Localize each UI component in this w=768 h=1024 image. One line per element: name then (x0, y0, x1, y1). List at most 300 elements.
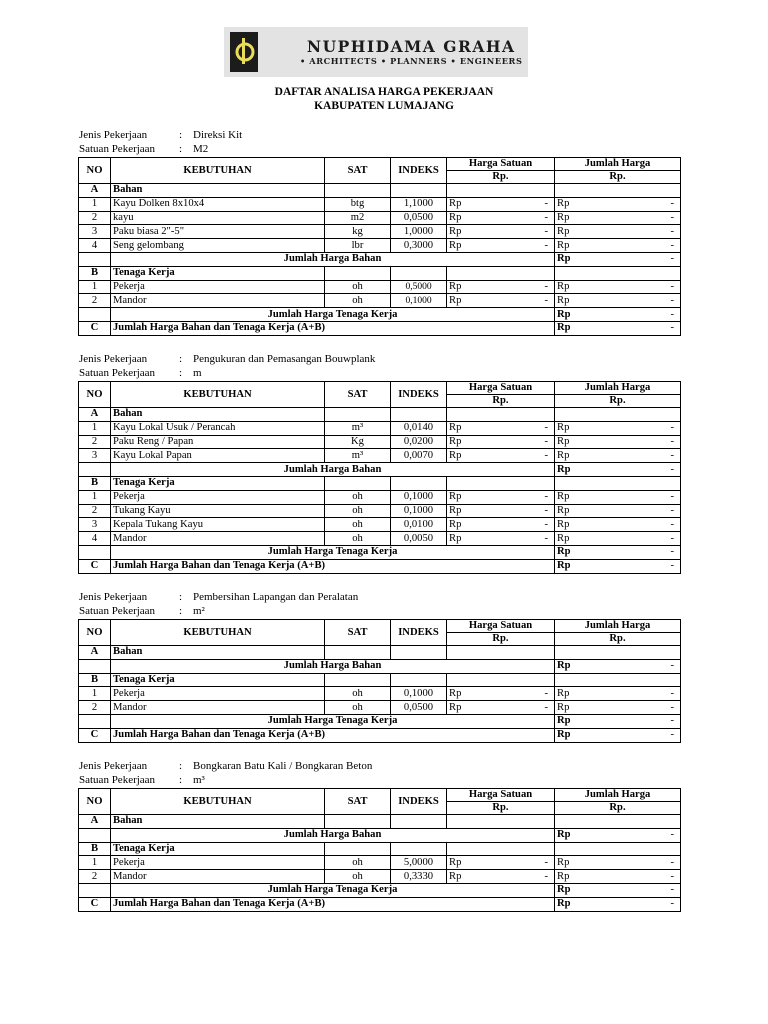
row-item: Pekerja (111, 856, 325, 870)
row-indeks: 0,1000 (391, 490, 447, 504)
header-kebutuhan: KEBUTUHAN (111, 620, 325, 646)
harga-satuan-dash: - (501, 518, 555, 532)
document-subtitle: KABUPATEN LUMAJANG (314, 100, 454, 112)
group-letter: B (79, 842, 111, 856)
row-item: Tukang Kayu (111, 504, 325, 518)
header-rp-jumlah: Rp. (555, 395, 681, 408)
group-row-tenaga (79, 476, 681, 490)
table-row (79, 687, 681, 701)
row-no: 4 (79, 239, 111, 253)
row-indeks: 0,0050 (391, 532, 447, 546)
subtotal-bahan-label: Jumlah Harga Bahan (111, 659, 555, 673)
group-title: Tenaga Kerja (111, 842, 325, 856)
jumlah-harga-dash: - (609, 687, 681, 701)
table-row (79, 532, 681, 546)
jumlah-harga-rp: Rp (555, 421, 609, 435)
header-rp-jumlah: Rp. (555, 802, 681, 815)
section-info (79, 759, 372, 787)
jumlah-harga-rp: Rp (555, 435, 609, 449)
header-indeks: INDEKS (391, 158, 447, 184)
subtotal-tenaga-row (79, 545, 681, 559)
table-row (79, 421, 681, 435)
harga-satuan-rp: Rp (447, 687, 501, 701)
section-info (79, 590, 358, 618)
row-item: Seng gelombang (111, 239, 325, 253)
row-no: 3 (79, 518, 111, 532)
table-row (79, 856, 681, 870)
harga-satuan-rp: Rp (447, 197, 501, 211)
subtotal-dash: - (609, 308, 681, 322)
harga-satuan-rp: Rp (447, 211, 501, 225)
subtotal-rp: Rp (555, 828, 609, 842)
subtotal-rp: Rp (555, 308, 609, 322)
group-letter: B (79, 673, 111, 687)
row-item: Mandor (111, 532, 325, 546)
harga-satuan-rp: Rp (447, 518, 501, 532)
row-item: Mandor (111, 701, 325, 715)
header-harga-satuan: Harga Satuan (447, 620, 555, 633)
subtotal-rp: Rp (555, 659, 609, 673)
jumlah-harga-rp: Rp (555, 870, 609, 884)
header-jumlah-harga: Jumlah Harga (555, 382, 681, 395)
group-letter: A (79, 646, 111, 660)
harga-satuan-dash: - (501, 211, 555, 225)
subtotal-rp: Rp (555, 463, 609, 477)
row-sat: btg (325, 197, 391, 211)
header-kebutuhan: KEBUTUHAN (111, 789, 325, 815)
header-rp-jumlah: Rp. (555, 171, 681, 184)
jumlah-harga-dash: - (609, 490, 681, 504)
table-row (79, 870, 681, 884)
total-letter: C (79, 897, 111, 911)
row-sat: Kg (325, 435, 391, 449)
subtotal-dash: - (609, 828, 681, 842)
row-indeks: 5,0000 (391, 856, 447, 870)
jenis-value: Bongkaran Batu Kali / Bongkaran Beton (193, 760, 373, 772)
row-sat: oh (325, 701, 391, 715)
row-indeks: 0,1000 (391, 687, 447, 701)
header-harga-satuan: Harga Satuan (447, 789, 555, 802)
row-item: Kayu Dolken 8x10x4 (111, 197, 325, 211)
jumlah-harga-rp: Rp (555, 211, 609, 225)
row-indeks: 0,0500 (391, 211, 447, 225)
row-sat: oh (325, 518, 391, 532)
header-kebutuhan: KEBUTUHAN (111, 158, 325, 184)
analysis-table (78, 381, 681, 574)
row-item: Pekerja (111, 490, 325, 504)
row-item: Kayu Lokal Usuk / Perancah (111, 421, 325, 435)
harga-satuan-dash: - (501, 870, 555, 884)
row-indeks: 0,0200 (391, 435, 447, 449)
row-no: 1 (79, 421, 111, 435)
subtotal-bahan-row (79, 463, 681, 477)
harga-satuan-rp: Rp (447, 870, 501, 884)
row-item: Kepala Tukang Kayu (111, 518, 325, 532)
group-row-bahan (79, 646, 681, 660)
subtotal-dash: - (609, 659, 681, 673)
total-dash: - (609, 728, 681, 742)
subtotal-bahan-row (79, 659, 681, 673)
subtotal-tenaga-label: Jumlah Harga Tenaga Kerja (111, 714, 555, 728)
row-sat: oh (325, 687, 391, 701)
satuan-label: Satuan Pekerjaan (79, 143, 156, 155)
table-row (79, 504, 681, 518)
satuan-label: Satuan Pekerjaan (79, 774, 156, 786)
header-jumlah-harga: Jumlah Harga (555, 620, 681, 633)
total-label: Jumlah Harga Bahan dan Tenaga Kerja (A+B) (111, 728, 555, 742)
jumlah-harga-rp: Rp (555, 449, 609, 463)
group-title: Bahan (111, 815, 325, 829)
harga-satuan-rp: Rp (447, 294, 501, 308)
total-row (79, 728, 681, 742)
table-row (79, 435, 681, 449)
harga-satuan-dash: - (501, 504, 555, 518)
document-title: DAFTAR ANALISA HARGA PEKERJAAN (274, 86, 494, 98)
colon: : (179, 591, 183, 603)
jumlah-harga-rp: Rp (555, 856, 609, 870)
jumlah-harga-dash: - (609, 701, 681, 715)
jenis-label: Jenis Pekerjaan (79, 760, 148, 772)
row-no: 2 (79, 211, 111, 225)
row-no: 3 (79, 449, 111, 463)
row-indeks: 0,3000 (391, 239, 447, 253)
jumlah-harga-dash: - (609, 449, 681, 463)
row-item: Paku biasa 2"-5" (111, 225, 325, 239)
row-no: 2 (79, 701, 111, 715)
group-row-bahan (79, 408, 681, 422)
company-logo-icon (230, 32, 258, 72)
jumlah-harga-dash: - (609, 532, 681, 546)
group-row-bahan (79, 184, 681, 198)
row-sat: oh (325, 870, 391, 884)
header-rp-satuan: Rp. (447, 171, 555, 184)
row-sat: kg (325, 225, 391, 239)
group-letter: A (79, 408, 111, 422)
table-row (79, 197, 681, 211)
row-no: 2 (79, 504, 111, 518)
row-item: Pekerja (111, 687, 325, 701)
group-row-tenaga (79, 266, 681, 280)
table-row (79, 449, 681, 463)
jumlah-harga-rp: Rp (555, 197, 609, 211)
row-sat: m2 (325, 211, 391, 225)
row-sat: m³ (325, 421, 391, 435)
subtotal-rp: Rp (555, 545, 609, 559)
jumlah-harga-rp: Rp (555, 225, 609, 239)
group-letter: B (79, 476, 111, 490)
table-row (79, 211, 681, 225)
group-title: Tenaga Kerja (111, 266, 325, 280)
analysis-table (78, 788, 681, 912)
jumlah-harga-dash: - (609, 856, 681, 870)
total-rp: Rp (555, 897, 609, 911)
jumlah-harga-dash: - (609, 518, 681, 532)
total-rp: Rp (555, 728, 609, 742)
header-kebutuhan: KEBUTUHAN (111, 382, 325, 408)
group-title: Tenaga Kerja (111, 673, 325, 687)
subtotal-bahan-label: Jumlah Harga Bahan (111, 252, 555, 266)
group-row-tenaga (79, 842, 681, 856)
logo-company-name: NUPHIDAMA GRAHA (306, 37, 516, 56)
jumlah-harga-dash: - (609, 280, 681, 294)
satuan-value: M2 (193, 143, 209, 155)
jumlah-harga-rp: Rp (555, 518, 609, 532)
total-letter: C (79, 728, 111, 742)
harga-satuan-dash: - (501, 294, 555, 308)
jumlah-harga-dash: - (609, 225, 681, 239)
row-item: Kayu Lokal Papan (111, 449, 325, 463)
harga-satuan-dash: - (501, 532, 555, 546)
satuan-label: Satuan Pekerjaan (79, 605, 156, 617)
subtotal-tenaga-label: Jumlah Harga Tenaga Kerja (111, 308, 555, 322)
group-title: Tenaga Kerja (111, 476, 325, 490)
colon: : (179, 605, 183, 617)
row-indeks: 0,0070 (391, 449, 447, 463)
subtotal-tenaga-label: Jumlah Harga Tenaga Kerja (111, 545, 555, 559)
row-indeks: 0,1000 (391, 294, 447, 308)
section-info (79, 352, 375, 380)
header-no: NO (79, 382, 111, 408)
group-title: Bahan (111, 184, 325, 198)
table-row (79, 701, 681, 715)
group-letter: B (79, 266, 111, 280)
subtotal-bahan-label: Jumlah Harga Bahan (111, 463, 555, 477)
harga-satuan-rp: Rp (447, 490, 501, 504)
harga-satuan-dash: - (501, 449, 555, 463)
total-row (79, 321, 681, 335)
total-label: Jumlah Harga Bahan dan Tenaga Kerja (A+B) (111, 559, 555, 573)
header-rp-satuan: Rp. (447, 395, 555, 408)
row-item: Mandor (111, 870, 325, 884)
table-header (79, 789, 681, 802)
jumlah-harga-dash: - (609, 435, 681, 449)
row-sat: oh (325, 294, 391, 308)
row-item: Pekerja (111, 280, 325, 294)
header-sat: SAT (325, 382, 391, 408)
jumlah-harga-dash: - (609, 294, 681, 308)
row-no: 4 (79, 532, 111, 546)
harga-satuan-dash: - (501, 856, 555, 870)
table-row (79, 225, 681, 239)
jumlah-harga-rp: Rp (555, 687, 609, 701)
row-indeks: 0,0140 (391, 421, 447, 435)
total-dash: - (609, 559, 681, 573)
jumlah-harga-dash: - (609, 870, 681, 884)
jumlah-harga-dash: - (609, 504, 681, 518)
row-sat: oh (325, 504, 391, 518)
subtotal-rp: Rp (555, 883, 609, 897)
header-indeks: INDEKS (391, 789, 447, 815)
colon: : (179, 353, 183, 365)
row-sat: oh (325, 532, 391, 546)
total-letter: C (79, 321, 111, 335)
harga-satuan-dash: - (501, 435, 555, 449)
row-indeks: 0,3330 (391, 870, 447, 884)
row-no: 1 (79, 687, 111, 701)
header-no: NO (79, 620, 111, 646)
harga-satuan-dash: - (501, 421, 555, 435)
subtotal-rp: Rp (555, 252, 609, 266)
total-rp: Rp (555, 321, 609, 335)
group-title: Bahan (111, 646, 325, 660)
jumlah-harga-dash: - (609, 421, 681, 435)
subtotal-tenaga-row (79, 308, 681, 322)
satuan-value: m² (193, 605, 205, 617)
company-logo (224, 27, 528, 77)
row-sat: oh (325, 280, 391, 294)
row-indeks: 0,0500 (391, 701, 447, 715)
header-sat: SAT (325, 158, 391, 184)
header-indeks: INDEKS (391, 382, 447, 408)
row-sat: oh (325, 490, 391, 504)
harga-satuan-dash: - (501, 280, 555, 294)
colon: : (179, 760, 183, 772)
table-row (79, 294, 681, 308)
row-no: 1 (79, 197, 111, 211)
harga-satuan-dash: - (501, 197, 555, 211)
total-row (79, 559, 681, 573)
subtotal-bahan-row (79, 828, 681, 842)
logo-tagline: • ARCHITECTS • PLANNERS • ENGINEERS (300, 56, 523, 66)
total-dash: - (609, 897, 681, 911)
jumlah-harga-rp: Rp (555, 532, 609, 546)
jumlah-harga-dash: - (609, 197, 681, 211)
row-sat: m³ (325, 449, 391, 463)
harga-satuan-dash: - (501, 687, 555, 701)
row-indeks: 0,0100 (391, 518, 447, 532)
jenis-value: Direksi Kit (193, 129, 243, 141)
harga-satuan-rp: Rp (447, 225, 501, 239)
jumlah-harga-rp: Rp (555, 280, 609, 294)
satuan-label: Satuan Pekerjaan (79, 367, 156, 379)
table-header (79, 620, 681, 633)
subtotal-dash: - (609, 252, 681, 266)
header-jumlah-harga: Jumlah Harga (555, 158, 681, 171)
harga-satuan-dash: - (501, 490, 555, 504)
subtotal-dash: - (609, 545, 681, 559)
subtotal-tenaga-label: Jumlah Harga Tenaga Kerja (111, 883, 555, 897)
jenis-label: Jenis Pekerjaan (79, 129, 148, 141)
table-row (79, 518, 681, 532)
subtotal-bahan-label: Jumlah Harga Bahan (111, 828, 555, 842)
jumlah-harga-dash: - (609, 239, 681, 253)
row-item: Paku Reng / Papan (111, 435, 325, 449)
row-indeks: 0,5000 (391, 280, 447, 294)
row-indeks: 1,1000 (391, 197, 447, 211)
group-row-tenaga (79, 673, 681, 687)
jumlah-harga-rp: Rp (555, 490, 609, 504)
header-no: NO (79, 789, 111, 815)
colon: : (179, 143, 183, 155)
total-label: Jumlah Harga Bahan dan Tenaga Kerja (A+B) (111, 897, 555, 911)
table-row (79, 239, 681, 253)
row-no: 2 (79, 294, 111, 308)
subtotal-tenaga-row (79, 714, 681, 728)
header-indeks: INDEKS (391, 620, 447, 646)
header-harga-satuan: Harga Satuan (447, 382, 555, 395)
table-header (79, 158, 681, 171)
subtotal-tenaga-row (79, 883, 681, 897)
group-row-bahan (79, 815, 681, 829)
header-sat: SAT (325, 620, 391, 646)
harga-satuan-rp: Rp (447, 504, 501, 518)
header-jumlah-harga: Jumlah Harga (555, 789, 681, 802)
jenis-label: Jenis Pekerjaan (79, 591, 148, 603)
group-letter: A (79, 815, 111, 829)
jumlah-harga-rp: Rp (555, 239, 609, 253)
row-no: 1 (79, 280, 111, 294)
harga-satuan-rp: Rp (447, 239, 501, 253)
subtotal-dash: - (609, 714, 681, 728)
header-rp-jumlah: Rp. (555, 633, 681, 646)
analysis-table (78, 157, 681, 336)
group-title: Bahan (111, 408, 325, 422)
row-no: 1 (79, 856, 111, 870)
total-row (79, 897, 681, 911)
header-rp-satuan: Rp. (447, 633, 555, 646)
table-row (79, 490, 681, 504)
colon: : (179, 129, 183, 141)
header-harga-satuan: Harga Satuan (447, 158, 555, 171)
harga-satuan-rp: Rp (447, 280, 501, 294)
section-info (79, 128, 242, 156)
jenis-value: Pengukuran dan Pemasangan Bouwplank (193, 353, 376, 365)
total-letter: C (79, 559, 111, 573)
harga-satuan-rp: Rp (447, 435, 501, 449)
jumlah-harga-rp: Rp (555, 504, 609, 518)
harga-satuan-dash: - (501, 701, 555, 715)
harga-satuan-rp: Rp (447, 449, 501, 463)
row-no: 1 (79, 490, 111, 504)
harga-satuan-rp: Rp (447, 701, 501, 715)
header-sat: SAT (325, 789, 391, 815)
satuan-value: m³ (193, 774, 205, 786)
table-row (79, 280, 681, 294)
total-rp: Rp (555, 559, 609, 573)
subtotal-rp: Rp (555, 714, 609, 728)
row-sat: oh (325, 856, 391, 870)
subtotal-bahan-row (79, 252, 681, 266)
row-no: 3 (79, 225, 111, 239)
row-sat: lbr (325, 239, 391, 253)
row-indeks: 1,0000 (391, 225, 447, 239)
satuan-value: m (193, 367, 202, 379)
jenis-label: Jenis Pekerjaan (79, 353, 148, 365)
row-item: kayu (111, 211, 325, 225)
analysis-table (78, 619, 681, 743)
group-letter: A (79, 184, 111, 198)
harga-satuan-dash: - (501, 225, 555, 239)
header-no: NO (79, 158, 111, 184)
jenis-value: Pembersihan Lapangan dan Peralatan (193, 591, 359, 603)
harga-satuan-rp: Rp (447, 856, 501, 870)
row-no: 2 (79, 435, 111, 449)
jumlah-harga-dash: - (609, 211, 681, 225)
table-header (79, 382, 681, 395)
colon: : (179, 367, 183, 379)
jumlah-harga-rp: Rp (555, 701, 609, 715)
harga-satuan-dash: - (501, 239, 555, 253)
row-no: 2 (79, 870, 111, 884)
harga-satuan-rp: Rp (447, 421, 501, 435)
colon: : (179, 774, 183, 786)
subtotal-dash: - (609, 883, 681, 897)
row-indeks: 0,1000 (391, 504, 447, 518)
jumlah-harga-rp: Rp (555, 294, 609, 308)
subtotal-dash: - (609, 463, 681, 477)
row-item: Mandor (111, 294, 325, 308)
harga-satuan-rp: Rp (447, 532, 501, 546)
